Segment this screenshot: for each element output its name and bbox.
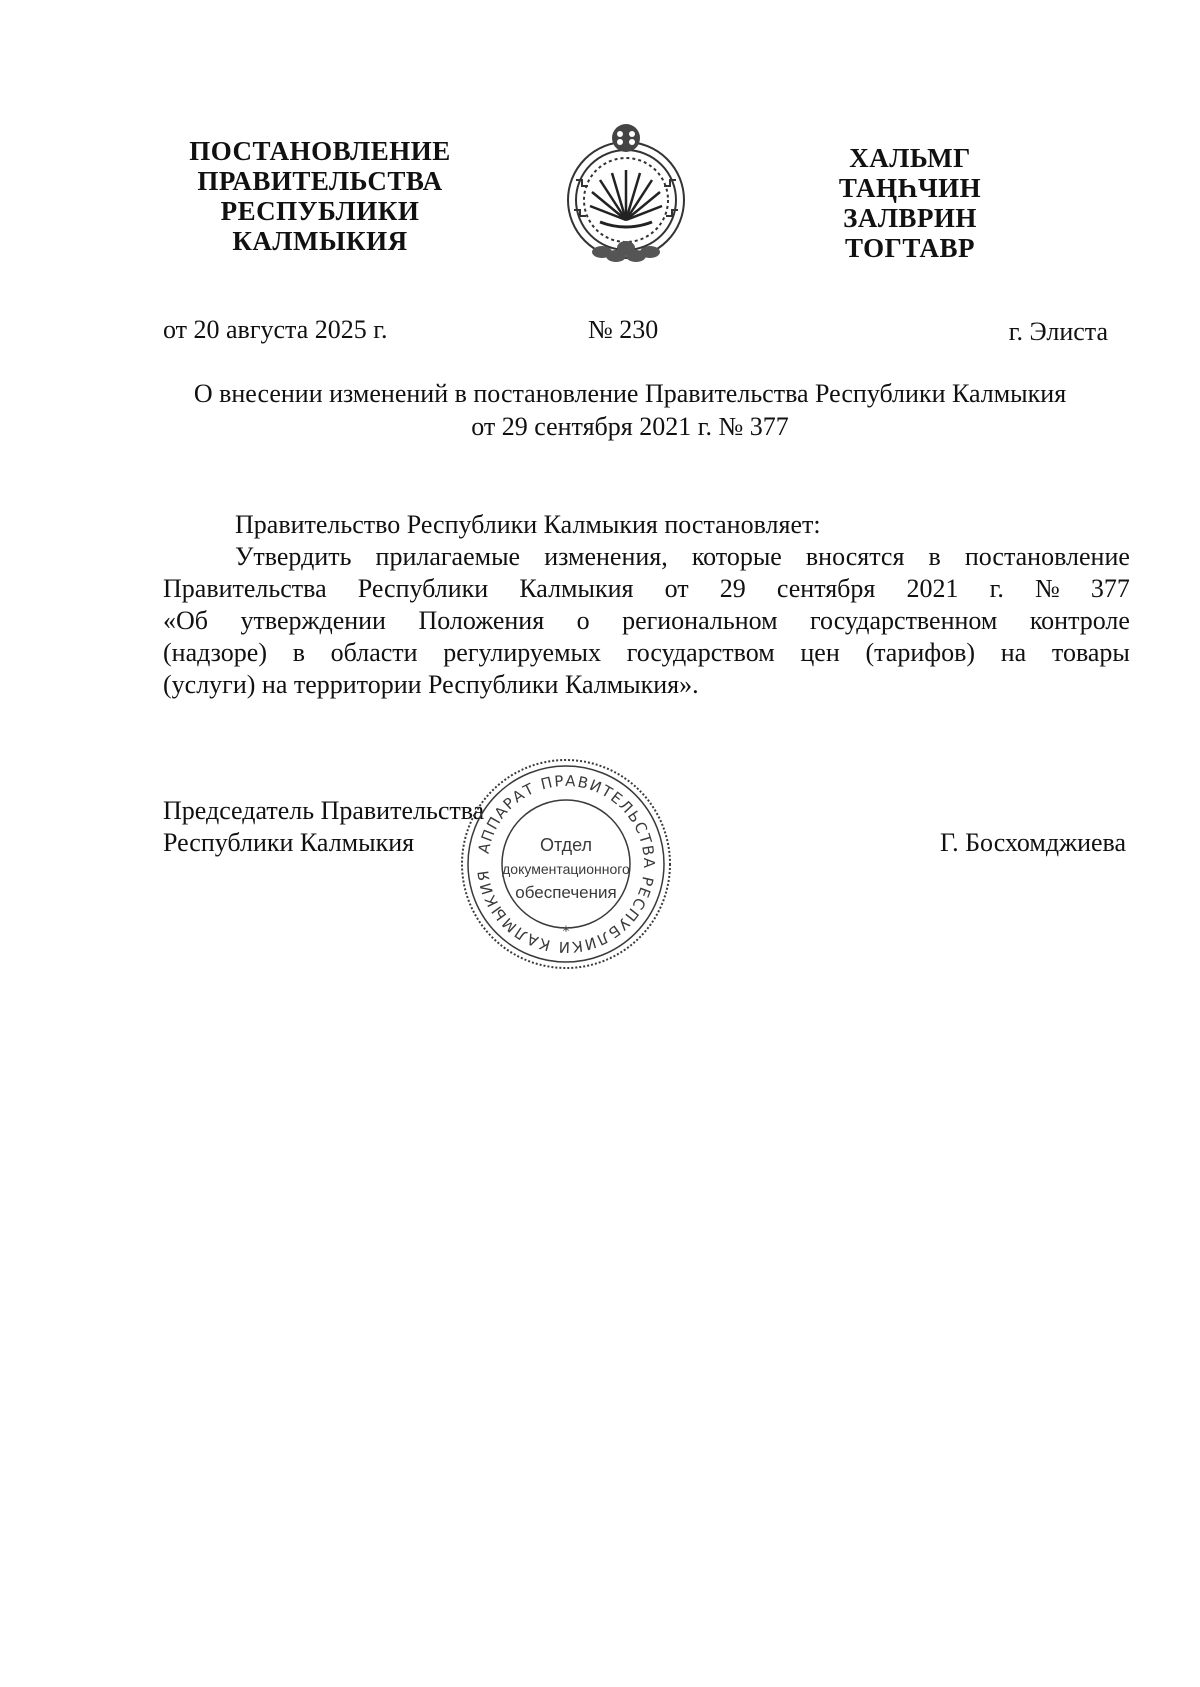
word: товары: [1051, 638, 1130, 667]
word: 377: [1090, 574, 1130, 603]
body-paragraph: [163, 541, 1130, 701]
word: прилагаемые: [375, 542, 521, 571]
stamp-center-line: Отдел: [539, 835, 593, 855]
word: региональном: [622, 606, 778, 635]
word: Положения: [418, 606, 545, 635]
header-kalm-line: ТОГТАВР: [845, 233, 975, 263]
document-number: № 230: [588, 315, 659, 344]
word: Правительства: [163, 574, 327, 603]
stamp-ring-text: АППАРАТ ПРАВИТЕЛЬСТВА РЕСПУБЛИКИ КАЛМЫКИЯ: [474, 771, 659, 957]
signatory-position: [163, 795, 484, 859]
word: от: [664, 574, 689, 603]
word: постановление: [964, 542, 1130, 571]
body-line: [163, 605, 1130, 637]
official-stamp: [458, 756, 674, 972]
word: области: [330, 638, 418, 667]
body-line: [163, 573, 1130, 605]
header-ru-line: РЕСПУБЛИКИ: [220, 196, 420, 226]
body-intro: Правительство Республики Калмыкия постановляет:: [235, 510, 821, 539]
word: №: [1034, 574, 1060, 603]
word: Калмыкия: [519, 574, 634, 603]
word: сентября: [776, 574, 876, 603]
header-kalm-line: ЗАЛВРИН: [843, 203, 977, 233]
word: в: [928, 542, 941, 571]
header-russian: [160, 136, 480, 256]
word: Республики: [357, 574, 489, 603]
word: контроле: [1029, 606, 1130, 635]
word: 29: [719, 574, 746, 603]
word: изменения,: [544, 542, 668, 571]
header-ru-line: ПОСТАНОВЛЕНИЕ: [189, 136, 451, 166]
stamp-center-line: обеспечения: [515, 883, 617, 902]
word: о: [576, 606, 590, 635]
word: государством: [626, 638, 775, 667]
body-line: [163, 637, 1130, 669]
body-line: (услуги) на территории Республики Калмыкия».: [163, 670, 699, 699]
position-line: Республики Калмыкия: [163, 828, 415, 857]
svg-text:*: *: [562, 924, 570, 940]
stamp-center-line: документационного: [502, 861, 630, 877]
word: (надзоре): [163, 638, 267, 667]
word: в: [292, 638, 305, 667]
kalmykia-coat-of-arms-icon: [560, 120, 692, 270]
header-kalm-line: ХАЛЬМГ: [849, 143, 971, 173]
word: на: [1000, 638, 1027, 667]
word: цен: [800, 638, 840, 667]
header-kalm-line: ТАҢҺЧИН: [838, 173, 982, 203]
word: которые: [691, 542, 782, 571]
body-line: [163, 541, 1130, 573]
header-ru-line: КАЛМЫКИЯ: [232, 226, 408, 256]
word: утверждении: [240, 606, 386, 635]
word: государственном: [810, 606, 998, 635]
document-title: [150, 377, 1110, 443]
word: 2021: [906, 574, 959, 603]
document-date: от 20 августа 2025 г.: [163, 315, 388, 344]
signatory-name: Г. Босхомджиева: [940, 828, 1126, 857]
word: «Об: [163, 606, 209, 635]
title-line: от 29 сентября 2021 г. № 377: [471, 412, 789, 441]
word: вносятся: [805, 542, 905, 571]
document-city: г. Элиста: [1008, 317, 1108, 346]
position-line: Председатель Правительства: [163, 796, 485, 825]
header-kalmyk: [800, 143, 1020, 263]
title-line: О внесении изменений в постановление Правительства Республики Калмыкия: [193, 379, 1067, 408]
word: г.: [989, 574, 1004, 603]
word: регулируемых: [443, 638, 602, 667]
word: (тарифов): [865, 638, 976, 667]
header-ru-line: ПРАВИТЕЛЬСТВА: [197, 166, 443, 196]
word: Утвердить: [235, 542, 352, 571]
